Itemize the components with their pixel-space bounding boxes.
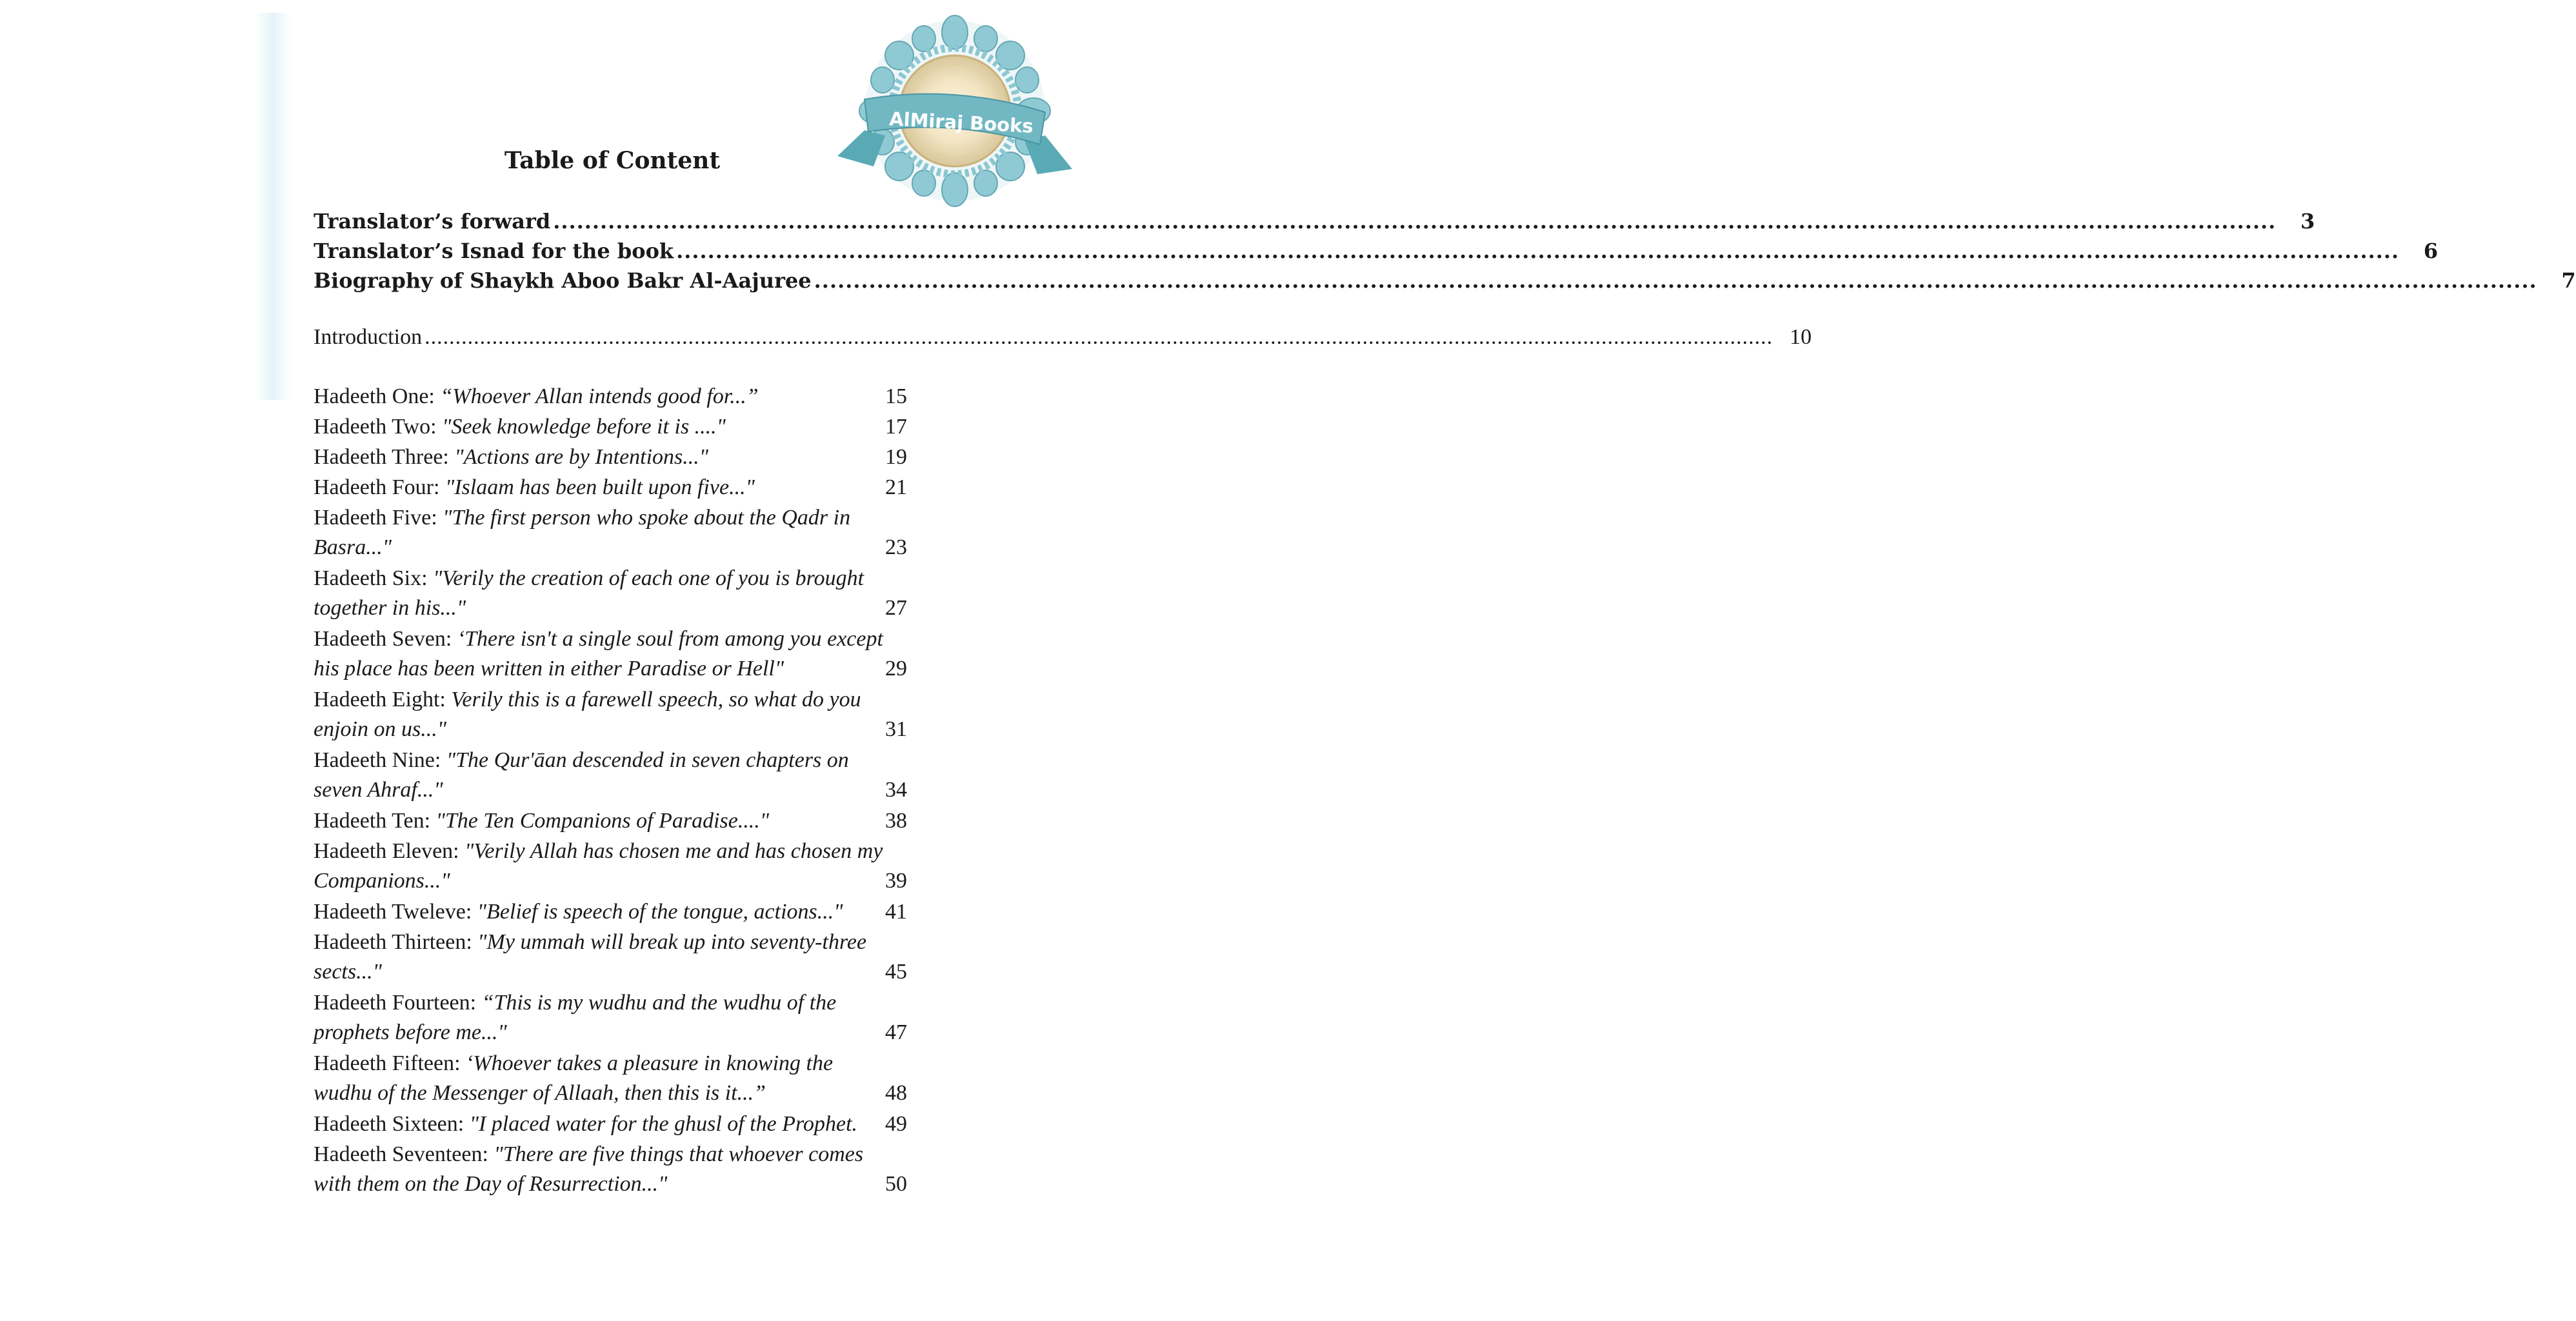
entry-label: Hadeeth Three: — [314, 445, 455, 469]
toc-line — [314, 266, 2576, 295]
page-number: 31 — [885, 717, 907, 741]
toc-line — [314, 533, 907, 562]
toc-line — [314, 323, 1812, 352]
hadeeth-entry[interactable] — [314, 988, 907, 1048]
toc-line — [314, 685, 907, 715]
toc-line — [314, 382, 907, 412]
entry-title — [314, 806, 769, 836]
entry-label: Hadeeth Fourteen: — [314, 991, 482, 1015]
hadeeth-entry[interactable] — [314, 442, 907, 472]
entry-title — [314, 564, 864, 593]
entry-quote: "Islaam has been built upon five..." — [444, 475, 755, 499]
entry-title — [314, 1140, 863, 1169]
page-number: 10 — [1790, 325, 1812, 349]
entry-title — [314, 533, 392, 562]
entry-title — [314, 1078, 766, 1108]
entry-label: Hadeeth Tweleve: — [314, 900, 477, 924]
page-number: 15 — [885, 384, 907, 408]
entry-title — [314, 382, 759, 412]
entry-title — [314, 837, 883, 866]
toc-entry[interactable] — [314, 266, 2576, 295]
toc-line — [314, 866, 907, 896]
toc-line — [314, 897, 907, 927]
entry-quote: "Verily the creation of each one of you is brought — [433, 566, 864, 590]
toc-line — [314, 988, 907, 1018]
entry-quote: "There are five things that whoever comes — [494, 1142, 864, 1166]
page-number: 48 — [885, 1081, 907, 1105]
entry-quote: "Seek knowledge before it is ...." — [442, 415, 726, 439]
entry-title — [314, 685, 861, 715]
toc-line — [314, 412, 907, 442]
entry-quote: ‘Whoever takes a pleasure in knowing the — [466, 1051, 834, 1075]
entry-label: Hadeeth Four: — [314, 475, 445, 499]
entry-label: Hadeeth Ten: — [314, 809, 436, 833]
entry-quote: Verily this is a farewell speech, so what do you — [451, 688, 861, 711]
hadeeth-entry[interactable] — [314, 928, 907, 987]
toc-line — [314, 715, 907, 744]
toc-line — [314, 775, 907, 805]
entry-label: Translator’s Isnad for the book — [314, 239, 674, 263]
entry-quote: ‘There isn't a single soul from among you except — [457, 627, 883, 651]
entry-title — [314, 746, 849, 775]
toc-line — [314, 236, 2439, 266]
hadeeth-entry[interactable] — [314, 746, 907, 805]
hadeeth-entry[interactable] — [314, 1140, 907, 1199]
page-number: 38 — [885, 809, 907, 833]
page-number: 49 — [885, 1112, 907, 1136]
entry-quote: seven Ahraf..." — [314, 778, 443, 802]
entry-title — [314, 1049, 833, 1078]
page-number: 23 — [885, 535, 907, 559]
entry-quote: with them on the Day of Resurrection..." — [314, 1172, 668, 1196]
page-number: 34 — [885, 778, 907, 802]
page-shadow — [255, 13, 290, 400]
entry-title — [314, 1018, 507, 1048]
entry-quote: together in his..." — [314, 596, 466, 620]
entry-title — [314, 593, 466, 623]
hadeeth-entry[interactable] — [314, 412, 907, 442]
entry-quote: "Belief is speech of the tongue, actions..." — [477, 900, 843, 924]
hadeeth-entry[interactable] — [314, 564, 907, 623]
hadeeth-entry[interactable] — [314, 624, 907, 684]
entry-title — [314, 442, 708, 472]
entry-title — [314, 206, 550, 236]
entry-label: Hadeeth Nine: — [314, 748, 446, 772]
toc-line — [314, 957, 907, 987]
entry-quote: wudhu of the Messenger of Allaah, then this is it...” — [314, 1081, 766, 1105]
entry-quote: "My ummah will break up into seventy-three — [477, 930, 867, 954]
entry-label: Hadeeth Sixteen: — [314, 1112, 470, 1136]
entry-label: Hadeeth Six: — [314, 566, 434, 590]
entry-quote: "Actions are by Intentions..." — [454, 445, 709, 469]
entry-label: Hadeeth Fifteen: — [314, 1051, 466, 1075]
entry-title — [314, 624, 883, 654]
hadeeth-entry[interactable] — [314, 897, 907, 927]
entry-quote: "The Ten Companions of Paradise...." — [435, 809, 770, 833]
leader-dots: ............................................................................................................................................................................................................................ — [424, 325, 1773, 349]
entry-title — [314, 928, 866, 957]
entry-quote: his place has been written in either Paradise or Hell" — [314, 657, 784, 680]
entry-title — [314, 988, 836, 1018]
page-number: 19 — [885, 445, 907, 469]
toc-line — [314, 442, 907, 472]
entry-title — [314, 1109, 857, 1139]
entry-quote: prophets before me..." — [314, 1020, 507, 1044]
entry-title — [314, 866, 450, 896]
entry-label: Translator’s forward — [314, 209, 551, 233]
toc-line — [314, 206, 2315, 236]
entry-quote: Companions..." — [314, 869, 450, 893]
entry-label: Hadeeth Five: — [314, 506, 443, 530]
hadeeth-entry[interactable] — [314, 473, 907, 502]
logo-brand-text: AlMiraj Books — [888, 108, 1034, 137]
toc-line — [314, 654, 907, 684]
hadeeth-entry[interactable] — [314, 685, 907, 744]
entry-quote: "The Qur'āan descended in seven chapters on — [446, 748, 849, 772]
entry-quote: “Whoever Allan intends good for...” — [440, 384, 759, 408]
entry-quote: “This is my wudhu and the wudhu of the — [481, 991, 837, 1015]
page-number: 50 — [885, 1172, 907, 1196]
entry-title — [314, 323, 422, 352]
entry-title — [314, 897, 843, 927]
toc-line — [314, 746, 907, 775]
page-number: 41 — [885, 900, 907, 924]
hadeeth-entry[interactable] — [314, 837, 907, 896]
entry-title — [314, 412, 726, 442]
entry-title — [314, 654, 784, 684]
toc-line — [314, 928, 907, 957]
toc-line — [314, 806, 907, 836]
page-number: 47 — [885, 1020, 907, 1044]
entry-quote: Basra..." — [314, 535, 392, 559]
toc-entry[interactable] — [314, 206, 2315, 236]
hadeeth-entry[interactable] — [314, 503, 907, 562]
entry-label: Hadeeth Thirteen: — [314, 930, 478, 954]
page-number: 7 — [2561, 268, 2576, 293]
entry-title — [314, 715, 446, 744]
page-number: 17 — [885, 415, 907, 439]
toc-line — [314, 1018, 907, 1048]
page-number: 29 — [885, 657, 907, 680]
entry-title — [314, 503, 850, 533]
entry-quote: "I placed water for the ghusl of the Prophet. — [469, 1112, 858, 1136]
toc-line — [314, 1169, 907, 1199]
entry-title — [314, 957, 382, 987]
hadeeth-entry[interactable] — [314, 1109, 907, 1139]
entry-quote: enjoin on us..." — [314, 717, 446, 741]
page-number: 3 — [2300, 209, 2315, 233]
page-number: 45 — [885, 960, 907, 984]
page-number: 21 — [885, 475, 907, 499]
entry-label: Hadeeth Seventeen: — [314, 1142, 494, 1166]
toc-line — [314, 837, 907, 866]
entry-title — [314, 236, 674, 266]
entry-label: Hadeeth One: — [314, 384, 441, 408]
toc-line — [314, 624, 907, 654]
toc-line — [314, 564, 907, 593]
toc-line — [314, 1140, 907, 1169]
page-title: Table of Content — [504, 147, 721, 174]
toc-line — [314, 1078, 907, 1108]
hadeeth-entry[interactable] — [314, 382, 907, 412]
page-number: 6 — [2423, 239, 2439, 263]
entry-title — [314, 473, 755, 502]
toc-line — [314, 473, 907, 502]
page-number: 27 — [885, 596, 907, 620]
entry-title — [314, 266, 812, 295]
entry-quote: "The first person who spoke about the Qadr in — [443, 506, 851, 530]
leader-dots: ............................................................................................................................................................................................................................ — [814, 268, 2537, 293]
entry-quote: "Verily Allah has chosen me and has chosen my — [464, 839, 883, 863]
toc-line — [314, 1109, 907, 1139]
page-number: 39 — [885, 869, 907, 893]
hadeeth-entry[interactable] — [314, 1049, 907, 1108]
toc-line — [314, 503, 907, 533]
entry-label: Hadeeth Seven: — [314, 627, 457, 651]
leader-dots: ............................................................................................................................................................................................................................ — [676, 239, 2400, 263]
entry-label: Biography of Shaykh Aboo Bakr Al-Aajuree — [314, 268, 812, 293]
toc-line — [314, 1049, 907, 1078]
entry-label: Hadeeth Eight: — [314, 688, 452, 711]
leader-dots: ............................................................................................................................................................................................................................ — [553, 209, 2277, 233]
entry-title — [314, 1169, 667, 1199]
toc-entry[interactable] — [314, 323, 1812, 352]
toc-entry[interactable] — [314, 236, 2439, 266]
toc-line — [314, 593, 907, 623]
hadeeth-entry[interactable] — [314, 806, 907, 836]
entry-label: Hadeeth Two: — [314, 415, 443, 439]
entry-label: Introduction — [314, 325, 423, 349]
entry-title — [314, 775, 443, 805]
entry-label: Hadeeth Eleven: — [314, 839, 465, 863]
entry-quote: sects..." — [314, 960, 382, 984]
